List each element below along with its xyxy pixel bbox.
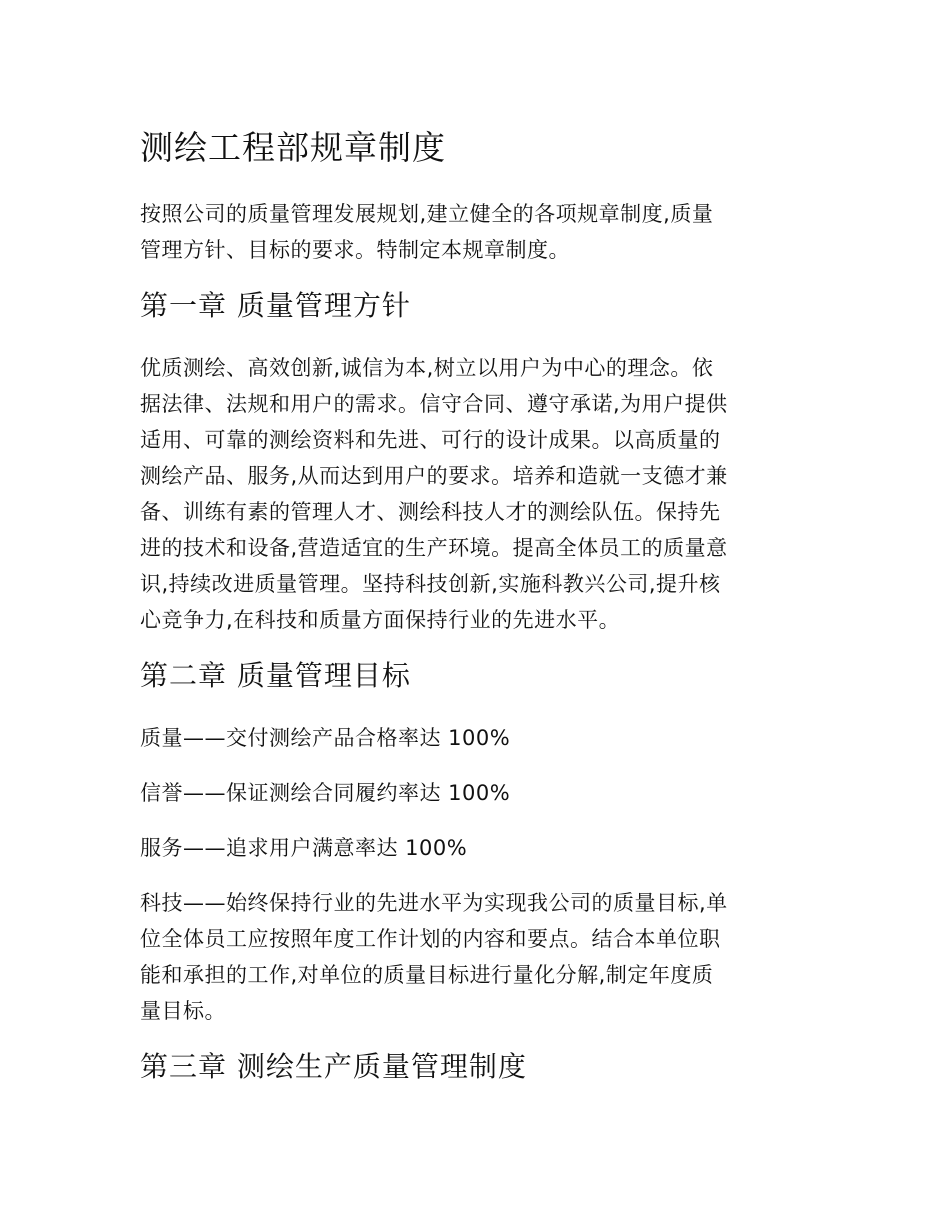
document-title: 测绘工程部规章制度 [140,128,446,167]
goal-technology: 科技——始终保持行业的先进水平为实现我公司的质量目标,单 位全体员工应按照年度工作计划的内容和要点。结合本单位职 能和承担的工作,对单位的质量目标进行量化分解,制定年度质 量目标。 [140,891,728,1023]
chapter-2-heading: 第二章 质量管理目标 [140,659,411,692]
chapter-1-body: 优质测绘、高效创新,诚信为本,树立以用户为中心的理念。依 据法律、法规和用户的需求。信守合同、遵守承诺,为用户提供 适用、可靠的测绘资料和先进、可行的设计成果。以高质量的 测绘产品、服务,从而达到用户的要求。培养和造就一支德才兼 备、训练有素的管理人才、测绘科技人才的测绘队伍。保持先 进的技术和设备,营造适宜的生产环境。提高全体员工的质量意 识,持续改进质量管理。坚持科技创新,实施科教兴公司,提升核 心竞争力,在科技和质量方面保持行业的先进水平。 [140,356,728,632]
goal-reputation: 信誉——保证测绘合同履约率达 100% [140,781,511,805]
goal-service: 服务——追求用户满意率达 100% [140,836,468,860]
chapter-3-heading: 第三章 测绘生产质量管理制度 [140,1050,527,1083]
intro-paragraph: 按照公司的质量管理发展规划,建立健全的各项规章制度,质量 管理方针、目标的要求。特制定本规章制度。 [140,202,714,262]
goal-quality: 质量——交付测绘产品合格率达 100% [140,726,511,750]
chapter-1-heading: 第一章 质量管理方针 [140,289,411,322]
